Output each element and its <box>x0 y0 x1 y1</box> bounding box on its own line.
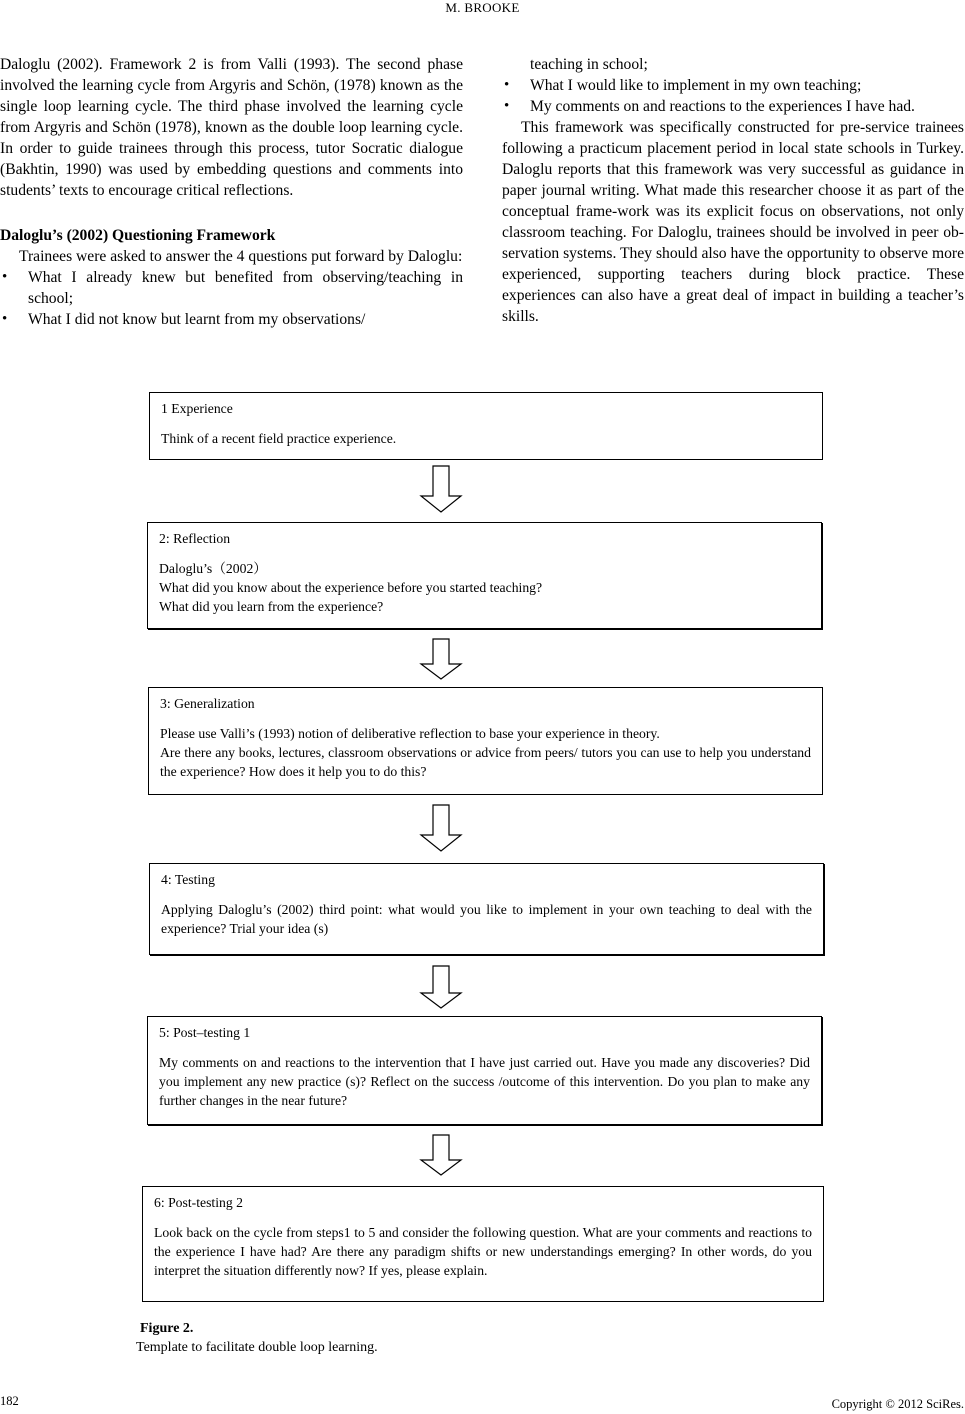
figure-label: Figure 2. <box>140 1321 194 1336</box>
step-title: 1 Experience <box>161 401 233 416</box>
step-text: What did you know about the experience before you started teaching? <box>159 580 543 595</box>
step-title: 2: Reflection <box>159 531 231 546</box>
step-text: Applying Daloglu’s (2002) third point: what would you like to implement in your own teaching to deal with the experience? Trial your idea (s) <box>161 902 812 936</box>
down-arrow-icon <box>419 465 463 513</box>
step-text: My comments on and reactions to the intervention that I have just carried out. Have you made any discoveries? Did you implement any new practice (s)? Reflect on the success /outcome of this intervention. Do you plan to make any further changes in the near future? <box>159 1055 810 1108</box>
down-arrow-icon <box>419 965 463 1009</box>
bullet-item: • What I did not know but learnt from my observations/ <box>0 309 463 330</box>
bullet-list <box>502 75 964 117</box>
section-heading: Daloglu’s (2002) Questioning Framework <box>0 227 276 244</box>
step-title: 5: Post–testing 1 <box>159 1025 251 1040</box>
bullet-list <box>0 267 463 330</box>
bullet-item: • What I would like to implement in my own teaching; <box>502 75 964 96</box>
step-title: 3: Generalization <box>160 696 255 711</box>
bullet-item: • My comments on and reactions to the experiences I have had. <box>502 96 964 117</box>
step-box-post-testing-2 <box>142 1186 824 1302</box>
body-paragraph: This framework was specifically constructed for pre-service trainees following a practicum placement period in local state schools in Turkey. Daloglu reports that this framework was very successful as guidance in paper journal writing. What made this researcher choose it as part of the conceptual frame-work was its explicit focus on observations, not only classroom teaching. For Daloglu, trainees should be involved in peer ob-servation systems. They should also have the opportunity to observe more experienced, supporting teachers during block practice. These experiences can also have a great deal of impact in building a teacher’s skills. <box>502 119 964 325</box>
step-box-testing <box>149 863 824 955</box>
step-title: 4: Testing <box>161 872 215 887</box>
step-title: 6: Post-testing 2 <box>154 1195 243 1210</box>
left-column <box>0 54 463 330</box>
step-text: Please use Valli’s (1993) notion of deliberative reflection to base your experience in theory. <box>160 726 660 741</box>
down-arrow-icon <box>419 1134 463 1176</box>
down-arrow-icon <box>419 638 463 680</box>
step-text: What did you learn from the experience? <box>159 599 384 614</box>
copyright-notice: Copyright © 2012 SciRes. <box>831 1397 964 1411</box>
page-number: 182 <box>0 1394 19 1408</box>
step-text: Look back on the cycle from steps1 to 5 and consider the following question. What are your comments and reactions to the experience I have had? Are there any paradigm shifts or new understandings emerging? In other words, do you interpret the situation differently now? If yes, please explain. <box>154 1225 812 1278</box>
step-box-generalization <box>148 687 823 795</box>
down-arrow-icon <box>419 804 463 852</box>
step-text: Are there any books, lectures, classroom observations or advice from peers/ tutors you can use to help you understand the experience? How does it help you to do this? <box>160 745 811 779</box>
bullet-item: • What I already knew but benefited from observing/teaching in school; <box>0 267 463 309</box>
running-head: M. BROOKE <box>445 0 520 15</box>
figure-caption-text: Template to facilitate double loop learning. <box>136 1340 378 1355</box>
bullet-continuation: teaching in school; <box>530 56 648 73</box>
figure-caption <box>136 1319 378 1357</box>
step-box-post-testing-1 <box>147 1016 822 1125</box>
body-paragraph: Daloglu (2002). Framework 2 is from Valli (1993). The second phase involved the learning cycle from Argyris and Schön, (1978) known as the single loop learning cycle. The third phase involved the learning cycle from Argyris and Schön (1978), known as the double loop learning cycle. In order to guide trainees through this process, tutor Socratic dialogue (Bakhtin, 1990) was used by embedding questions and comments into students’ texts to encourage critical reflections. <box>0 56 463 199</box>
step-box-reflection <box>147 522 822 629</box>
step-text: Think of a recent field practice experience. <box>161 431 397 446</box>
step-box-experience <box>149 392 823 460</box>
body-paragraph: Trainees were asked to answer the 4 questions put forward by Daloglu: <box>19 248 463 265</box>
step-text: Daloglu’s（2002） <box>159 561 267 576</box>
right-column <box>502 54 964 327</box>
